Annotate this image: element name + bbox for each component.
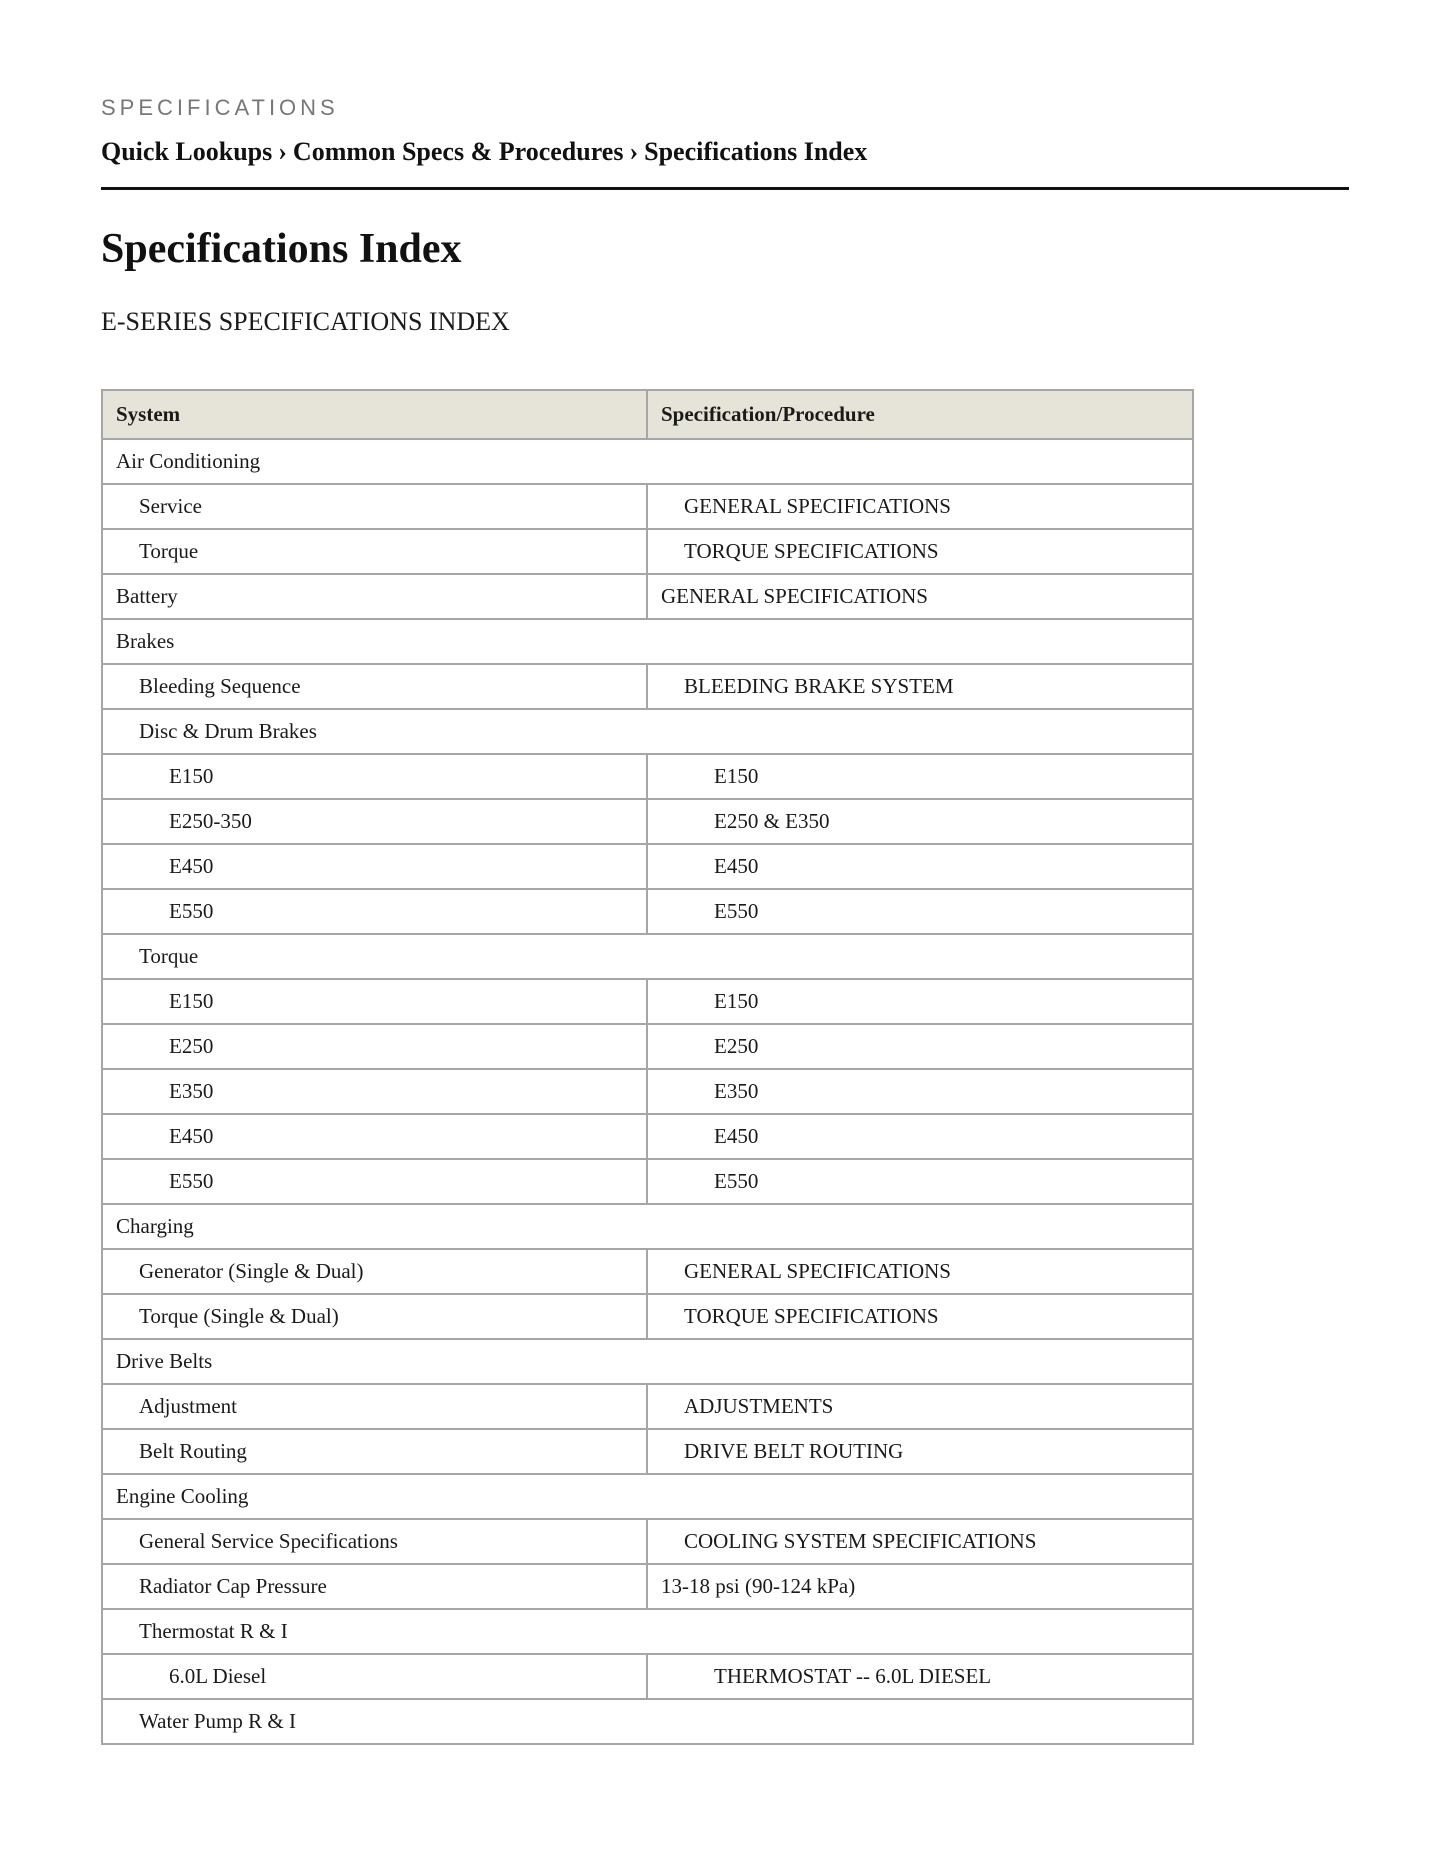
specification-link-cell[interactable]: COOLING SYSTEM SPECIFICATIONS bbox=[647, 1519, 1193, 1564]
system-cell: E450 bbox=[102, 1114, 647, 1159]
system-group-cell: Drive Belts bbox=[102, 1339, 1193, 1384]
specification-link-cell[interactable]: E450 bbox=[647, 844, 1193, 889]
column-header-system: System bbox=[102, 390, 647, 439]
system-cell: Torque (Single & Dual) bbox=[102, 1294, 647, 1339]
table-group-row bbox=[102, 1339, 1193, 1384]
system-cell: E250-350 bbox=[102, 799, 647, 844]
specification-link-cell[interactable]: E150 bbox=[647, 979, 1193, 1024]
breadcrumb-separator: › bbox=[278, 137, 287, 166]
table-row bbox=[102, 1159, 1193, 1204]
breadcrumb-item-common-specs[interactable]: Common Specs & Procedures bbox=[292, 137, 624, 166]
table-row bbox=[102, 889, 1193, 934]
table-row bbox=[102, 1069, 1193, 1114]
system-cell: Torque bbox=[102, 529, 647, 574]
specification-link-cell[interactable]: DRIVE BELT ROUTING bbox=[647, 1429, 1193, 1474]
specification-link-cell[interactable]: E250 bbox=[647, 1024, 1193, 1069]
breadcrumb-separator: › bbox=[629, 137, 639, 166]
system-cell: Battery bbox=[102, 574, 647, 619]
table-group-row bbox=[102, 934, 1193, 979]
specification-link-cell[interactable]: TORQUE SPECIFICATIONS bbox=[647, 529, 1193, 574]
table-row bbox=[102, 529, 1193, 574]
system-group-cell: Thermostat R & I bbox=[102, 1609, 1193, 1654]
table-row bbox=[102, 1249, 1193, 1294]
system-group-cell: Engine Cooling bbox=[102, 1474, 1193, 1519]
system-cell: Radiator Cap Pressure bbox=[102, 1564, 647, 1609]
specification-link-cell[interactable]: BLEEDING BRAKE SYSTEM bbox=[647, 664, 1193, 709]
breadcrumb-item-specifications-index: Specifications Index bbox=[644, 137, 868, 166]
table-row bbox=[102, 844, 1193, 889]
specification-link-cell[interactable]: THERMOSTAT -- 6.0L DIESEL bbox=[647, 1654, 1193, 1699]
specification-link-cell[interactable]: GENERAL SPECIFICATIONS bbox=[647, 1249, 1193, 1294]
system-cell: E550 bbox=[102, 1159, 647, 1204]
table-row bbox=[102, 664, 1193, 709]
system-group-cell: Water Pump R & I bbox=[102, 1699, 1193, 1744]
section-subtitle: E-SERIES SPECIFICATIONS INDEX bbox=[101, 307, 510, 336]
system-cell: E150 bbox=[102, 979, 647, 1024]
header-divider bbox=[101, 187, 1349, 190]
specification-link-cell[interactable]: E250 & E350 bbox=[647, 799, 1193, 844]
table-row bbox=[102, 979, 1193, 1024]
system-group-cell: Charging bbox=[102, 1204, 1193, 1249]
specification-link-cell[interactable]: GENERAL SPECIFICATIONS bbox=[647, 484, 1193, 529]
table-row bbox=[102, 484, 1193, 529]
table-row bbox=[102, 754, 1193, 799]
section-eyebrow: SPECIFICATIONS bbox=[101, 95, 339, 120]
specification-link-cell[interactable]: ADJUSTMENTS bbox=[647, 1384, 1193, 1429]
table-header-row bbox=[102, 390, 1193, 439]
table-group-row bbox=[102, 1609, 1193, 1654]
system-group-cell: Torque bbox=[102, 934, 1193, 979]
breadcrumb-item-quick-lookups[interactable]: Quick Lookups bbox=[101, 137, 273, 166]
specification-link-cell[interactable]: E350 bbox=[647, 1069, 1193, 1114]
page-title: Specifications Index bbox=[101, 226, 462, 272]
system-cell: Bleeding Sequence bbox=[102, 664, 647, 709]
system-cell: E150 bbox=[102, 754, 647, 799]
table-row bbox=[102, 1429, 1193, 1474]
table-group-row bbox=[102, 1474, 1193, 1519]
specification-link-cell[interactable]: TORQUE SPECIFICATIONS bbox=[647, 1294, 1193, 1339]
table-row bbox=[102, 574, 1193, 619]
specification-link-cell[interactable]: GENERAL SPECIFICATIONS bbox=[647, 574, 1193, 619]
table-row bbox=[102, 1654, 1193, 1699]
table-group-row bbox=[102, 439, 1193, 484]
system-cell: E250 bbox=[102, 1024, 647, 1069]
system-cell: General Service Specifications bbox=[102, 1519, 647, 1564]
table-row bbox=[102, 1024, 1193, 1069]
column-header-specification: Specification/Procedure bbox=[647, 390, 1193, 439]
table-body bbox=[102, 439, 1193, 1744]
table-group-row bbox=[102, 619, 1193, 664]
specification-link-cell[interactable]: E550 bbox=[647, 889, 1193, 934]
table-group-row bbox=[102, 709, 1193, 754]
specification-link-cell[interactable]: E550 bbox=[647, 1159, 1193, 1204]
breadcrumb bbox=[101, 137, 867, 167]
table-row bbox=[102, 799, 1193, 844]
table-group-row bbox=[102, 1699, 1193, 1744]
system-cell: E350 bbox=[102, 1069, 647, 1114]
system-cell: Belt Routing bbox=[102, 1429, 647, 1474]
specification-link-cell[interactable]: E450 bbox=[647, 1114, 1193, 1159]
table-row bbox=[102, 1519, 1193, 1564]
specification-link-cell[interactable]: 13-18 psi (90-124 kPa) bbox=[647, 1564, 1193, 1609]
system-cell: Service bbox=[102, 484, 647, 529]
system-cell: E450 bbox=[102, 844, 647, 889]
system-group-cell: Air Conditioning bbox=[102, 439, 1193, 484]
system-cell: E550 bbox=[102, 889, 647, 934]
system-cell: 6.0L Diesel bbox=[102, 1654, 647, 1699]
system-group-cell: Brakes bbox=[102, 619, 1193, 664]
system-group-cell: Disc & Drum Brakes bbox=[102, 709, 1193, 754]
table-row bbox=[102, 1114, 1193, 1159]
table-row bbox=[102, 1564, 1193, 1609]
specifications-table bbox=[101, 389, 1194, 1745]
table-row bbox=[102, 1384, 1193, 1429]
table-group-row bbox=[102, 1204, 1193, 1249]
system-cell: Adjustment bbox=[102, 1384, 647, 1429]
specification-link-cell[interactable]: E150 bbox=[647, 754, 1193, 799]
system-cell: Generator (Single & Dual) bbox=[102, 1249, 647, 1294]
table-row bbox=[102, 1294, 1193, 1339]
